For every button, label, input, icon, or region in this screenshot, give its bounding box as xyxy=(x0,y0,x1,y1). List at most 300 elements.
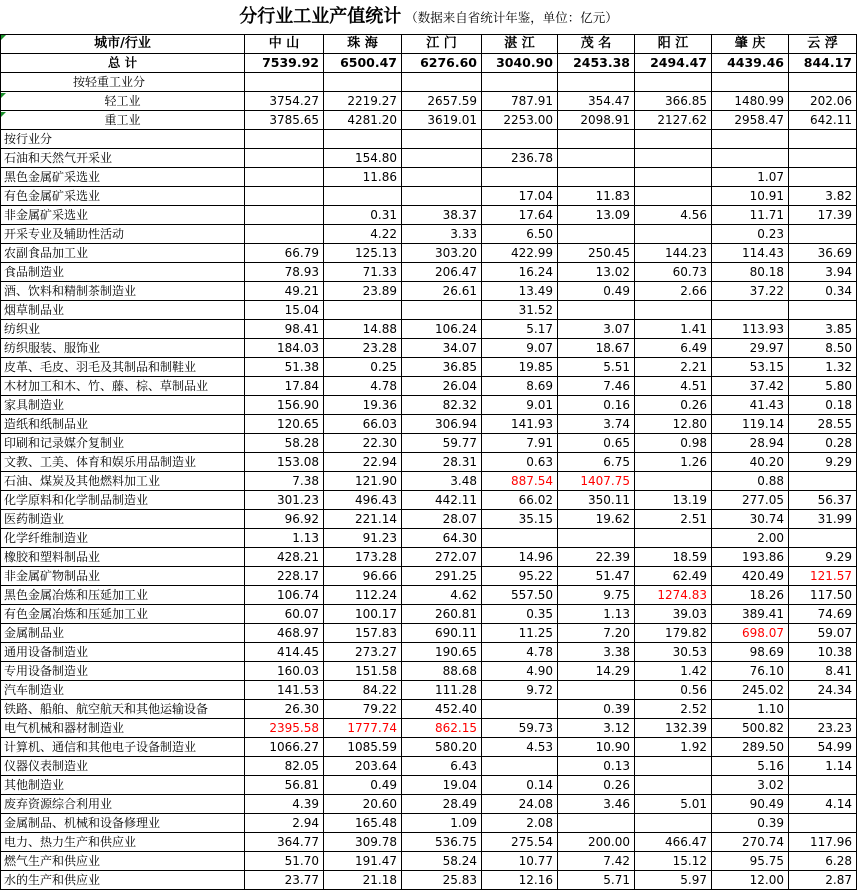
value-cell[interactable]: 3.85 xyxy=(789,320,857,339)
value-cell[interactable]: 66.79 xyxy=(245,244,324,263)
value-cell[interactable]: 0.88 xyxy=(712,472,789,491)
value-cell[interactable]: 6276.60 xyxy=(402,54,482,73)
value-cell[interactable] xyxy=(482,700,558,719)
row-label-cell[interactable]: 其他制造业 xyxy=(1,776,245,795)
value-cell[interactable]: 30.53 xyxy=(635,643,712,662)
value-cell[interactable]: 301.23 xyxy=(245,491,324,510)
value-cell[interactable]: 95.22 xyxy=(482,567,558,586)
value-cell[interactable]: 6.43 xyxy=(402,757,482,776)
value-cell[interactable]: 206.47 xyxy=(402,263,482,282)
value-cell[interactable]: 119.14 xyxy=(712,415,789,434)
value-cell[interactable]: 58.24 xyxy=(402,852,482,871)
value-cell[interactable]: 9.07 xyxy=(482,339,558,358)
value-cell[interactable] xyxy=(558,149,635,168)
value-cell[interactable]: 2.08 xyxy=(482,814,558,833)
value-cell[interactable] xyxy=(402,149,482,168)
value-cell[interactable]: 31.52 xyxy=(482,301,558,320)
value-cell[interactable] xyxy=(635,130,712,149)
header-city-cell[interactable]: 湛 江 xyxy=(482,35,558,54)
value-cell[interactable]: 37.22 xyxy=(712,282,789,301)
value-cell[interactable] xyxy=(635,529,712,548)
value-cell[interactable]: 3.12 xyxy=(558,719,635,738)
value-cell[interactable]: 88.68 xyxy=(402,662,482,681)
value-cell[interactable]: 1.13 xyxy=(245,529,324,548)
value-cell[interactable]: 59.07 xyxy=(789,624,857,643)
value-cell[interactable]: 306.94 xyxy=(402,415,482,434)
value-cell[interactable]: 10.90 xyxy=(558,738,635,757)
value-cell[interactable]: 12.80 xyxy=(635,415,712,434)
row-label-cell[interactable]: 专用设备制造业 xyxy=(1,662,245,681)
value-cell[interactable]: 2.51 xyxy=(635,510,712,529)
value-cell[interactable]: 1066.27 xyxy=(245,738,324,757)
row-label-cell[interactable]: 木材加工和木、竹、藤、棕、草制品业 xyxy=(1,377,245,396)
value-cell[interactable]: 420.49 xyxy=(712,567,789,586)
value-cell[interactable]: 1.14 xyxy=(789,757,857,776)
value-cell[interactable]: 0.49 xyxy=(324,776,402,795)
header-city-cell[interactable]: 中 山 xyxy=(245,35,324,54)
value-cell[interactable]: 0.49 xyxy=(558,282,635,301)
row-label-cell[interactable]: 皮革、毛皮、羽毛及其制品和制鞋业 xyxy=(1,358,245,377)
value-cell[interactable]: 154.80 xyxy=(324,149,402,168)
value-cell[interactable]: 121.90 xyxy=(324,472,402,491)
row-label-cell[interactable]: 按轻重工业分 xyxy=(1,73,245,92)
value-cell[interactable]: 2253.00 xyxy=(482,111,558,130)
value-cell[interactable]: 7.46 xyxy=(558,377,635,396)
value-cell[interactable]: 496.43 xyxy=(324,491,402,510)
value-cell[interactable] xyxy=(482,757,558,776)
value-cell[interactable]: 1.42 xyxy=(635,662,712,681)
value-cell[interactable]: 4.56 xyxy=(635,206,712,225)
value-cell[interactable]: 39.03 xyxy=(635,605,712,624)
value-cell[interactable]: 51.70 xyxy=(245,852,324,871)
row-label-cell[interactable]: 印刷和记录媒介复制业 xyxy=(1,434,245,453)
value-cell[interactable]: 3785.65 xyxy=(245,111,324,130)
value-cell[interactable] xyxy=(712,73,789,92)
value-cell[interactable]: 1.92 xyxy=(635,738,712,757)
value-cell[interactable]: 364.77 xyxy=(245,833,324,852)
value-cell[interactable]: 9.75 xyxy=(558,586,635,605)
value-cell[interactable]: 29.97 xyxy=(712,339,789,358)
value-cell[interactable]: 690.11 xyxy=(402,624,482,643)
value-cell[interactable]: 25.83 xyxy=(402,871,482,890)
value-cell[interactable]: 14.29 xyxy=(558,662,635,681)
row-label-cell[interactable]: 金属制品、机械和设备修理业 xyxy=(1,814,245,833)
value-cell[interactable]: 184.03 xyxy=(245,339,324,358)
value-cell[interactable]: 22.39 xyxy=(558,548,635,567)
value-cell[interactable]: 309.78 xyxy=(324,833,402,852)
value-cell[interactable] xyxy=(482,529,558,548)
value-cell[interactable]: 114.43 xyxy=(712,244,789,263)
value-cell[interactable]: 1085.59 xyxy=(324,738,402,757)
value-cell[interactable]: 34.07 xyxy=(402,339,482,358)
value-cell[interactable] xyxy=(635,814,712,833)
value-cell[interactable]: 260.81 xyxy=(402,605,482,624)
value-cell[interactable]: 466.47 xyxy=(635,833,712,852)
header-city-cell[interactable]: 云 浮 xyxy=(789,35,857,54)
value-cell[interactable]: 5.51 xyxy=(558,358,635,377)
value-cell[interactable]: 18.26 xyxy=(712,586,789,605)
value-cell[interactable]: 28.55 xyxy=(789,415,857,434)
value-cell[interactable] xyxy=(635,472,712,491)
value-cell[interactable]: 51.47 xyxy=(558,567,635,586)
value-cell[interactable]: 7.42 xyxy=(558,852,635,871)
value-cell[interactable] xyxy=(402,73,482,92)
value-cell[interactable]: 151.58 xyxy=(324,662,402,681)
value-cell[interactable]: 53.15 xyxy=(712,358,789,377)
value-cell[interactable]: 17.39 xyxy=(789,206,857,225)
row-label-cell[interactable]: 水的生产和供应业 xyxy=(1,871,245,890)
value-cell[interactable] xyxy=(635,187,712,206)
value-cell[interactable]: 3.48 xyxy=(402,472,482,491)
value-cell[interactable] xyxy=(635,301,712,320)
value-cell[interactable]: 9.29 xyxy=(789,548,857,567)
value-cell[interactable]: 98.41 xyxy=(245,320,324,339)
row-label-cell[interactable]: 按行业分 xyxy=(1,130,245,149)
value-cell[interactable]: 20.60 xyxy=(324,795,402,814)
value-cell[interactable]: 0.25 xyxy=(324,358,402,377)
value-cell[interactable]: 422.99 xyxy=(482,244,558,263)
value-cell[interactable]: 0.39 xyxy=(712,814,789,833)
value-cell[interactable]: 113.93 xyxy=(712,320,789,339)
value-cell[interactable]: 4.39 xyxy=(245,795,324,814)
row-label-cell[interactable]: 汽车制造业 xyxy=(1,681,245,700)
value-cell[interactable]: 3040.90 xyxy=(482,54,558,73)
value-cell[interactable]: 106.74 xyxy=(245,586,324,605)
value-cell[interactable]: 71.33 xyxy=(324,263,402,282)
value-cell[interactable] xyxy=(789,700,857,719)
value-cell[interactable]: 350.11 xyxy=(558,491,635,510)
value-cell[interactable]: 56.37 xyxy=(789,491,857,510)
value-cell[interactable]: 6.50 xyxy=(482,225,558,244)
value-cell[interactable]: 82.32 xyxy=(402,396,482,415)
value-cell[interactable]: 9.01 xyxy=(482,396,558,415)
value-cell[interactable]: 442.11 xyxy=(402,491,482,510)
value-cell[interactable]: 4.78 xyxy=(482,643,558,662)
value-cell[interactable]: 16.24 xyxy=(482,263,558,282)
row-label-cell[interactable]: 化学原料和化学制品制造业 xyxy=(1,491,245,510)
value-cell[interactable]: 60.73 xyxy=(635,263,712,282)
value-cell[interactable]: 0.63 xyxy=(482,453,558,472)
value-cell[interactable]: 17.64 xyxy=(482,206,558,225)
row-label-cell[interactable]: 重工业 xyxy=(1,111,245,130)
value-cell[interactable]: 202.06 xyxy=(789,92,857,111)
value-cell[interactable]: 0.13 xyxy=(558,757,635,776)
value-cell[interactable]: 30.74 xyxy=(712,510,789,529)
value-cell[interactable]: 221.14 xyxy=(324,510,402,529)
row-label-cell[interactable]: 电力、热力生产和供应业 xyxy=(1,833,245,852)
value-cell[interactable]: 19.62 xyxy=(558,510,635,529)
value-cell[interactable]: 3.02 xyxy=(712,776,789,795)
value-cell[interactable]: 141.53 xyxy=(245,681,324,700)
value-cell[interactable]: 13.19 xyxy=(635,491,712,510)
value-cell[interactable]: 23.28 xyxy=(324,339,402,358)
value-cell[interactable]: 0.23 xyxy=(712,225,789,244)
value-cell[interactable] xyxy=(402,168,482,187)
value-cell[interactable]: 389.41 xyxy=(712,605,789,624)
value-cell[interactable]: 66.03 xyxy=(324,415,402,434)
value-cell[interactable]: 191.47 xyxy=(324,852,402,871)
value-cell[interactable]: 193.86 xyxy=(712,548,789,567)
value-cell[interactable]: 580.20 xyxy=(402,738,482,757)
value-cell[interactable]: 10.91 xyxy=(712,187,789,206)
row-label-cell[interactable]: 化学纤维制造业 xyxy=(1,529,245,548)
value-cell[interactable] xyxy=(789,73,857,92)
value-cell[interactable] xyxy=(789,529,857,548)
value-cell[interactable]: 2395.58 xyxy=(245,719,324,738)
value-cell[interactable]: 0.14 xyxy=(482,776,558,795)
value-cell[interactable] xyxy=(245,73,324,92)
value-cell[interactable]: 21.18 xyxy=(324,871,402,890)
value-cell[interactable] xyxy=(245,225,324,244)
value-cell[interactable]: 0.26 xyxy=(635,396,712,415)
value-cell[interactable]: 2494.47 xyxy=(635,54,712,73)
value-cell[interactable] xyxy=(558,814,635,833)
value-cell[interactable]: 272.07 xyxy=(402,548,482,567)
value-cell[interactable]: 15.04 xyxy=(245,301,324,320)
value-cell[interactable]: 4.53 xyxy=(482,738,558,757)
value-cell[interactable]: 1.13 xyxy=(558,605,635,624)
value-cell[interactable] xyxy=(635,776,712,795)
value-cell[interactable]: 1.10 xyxy=(712,700,789,719)
value-cell[interactable]: 0.56 xyxy=(635,681,712,700)
value-cell[interactable] xyxy=(324,130,402,149)
value-cell[interactable] xyxy=(324,73,402,92)
value-cell[interactable]: 7.91 xyxy=(482,434,558,453)
value-cell[interactable]: 49.21 xyxy=(245,282,324,301)
value-cell[interactable]: 4281.20 xyxy=(324,111,402,130)
value-cell[interactable]: 2.87 xyxy=(789,871,857,890)
value-cell[interactable]: 80.18 xyxy=(712,263,789,282)
value-cell[interactable]: 1274.83 xyxy=(635,586,712,605)
value-cell[interactable]: 23.89 xyxy=(324,282,402,301)
value-cell[interactable]: 11.83 xyxy=(558,187,635,206)
value-cell[interactable] xyxy=(245,149,324,168)
value-cell[interactable]: 8.50 xyxy=(789,339,857,358)
value-cell[interactable]: 10.77 xyxy=(482,852,558,871)
value-cell[interactable]: 6.75 xyxy=(558,453,635,472)
value-cell[interactable] xyxy=(245,187,324,206)
value-cell[interactable]: 24.08 xyxy=(482,795,558,814)
value-cell[interactable]: 22.30 xyxy=(324,434,402,453)
value-cell[interactable]: 303.20 xyxy=(402,244,482,263)
value-cell[interactable]: 111.28 xyxy=(402,681,482,700)
row-label-cell[interactable]: 纺织业 xyxy=(1,320,245,339)
value-cell[interactable]: 3.94 xyxy=(789,263,857,282)
row-label-cell[interactable]: 家具制造业 xyxy=(1,396,245,415)
value-cell[interactable]: 165.48 xyxy=(324,814,402,833)
value-cell[interactable]: 7.38 xyxy=(245,472,324,491)
value-cell[interactable]: 1777.74 xyxy=(324,719,402,738)
value-cell[interactable] xyxy=(402,301,482,320)
row-label-cell[interactable]: 黑色金属矿采选业 xyxy=(1,168,245,187)
value-cell[interactable]: 887.54 xyxy=(482,472,558,491)
value-cell[interactable] xyxy=(635,757,712,776)
value-cell[interactable]: 51.38 xyxy=(245,358,324,377)
value-cell[interactable]: 228.17 xyxy=(245,567,324,586)
value-cell[interactable] xyxy=(558,681,635,700)
value-cell[interactable]: 200.00 xyxy=(558,833,635,852)
value-cell[interactable]: 117.96 xyxy=(789,833,857,852)
value-cell[interactable] xyxy=(245,206,324,225)
value-cell[interactable]: 0.65 xyxy=(558,434,635,453)
value-cell[interactable]: 4.90 xyxy=(482,662,558,681)
value-cell[interactable]: 275.54 xyxy=(482,833,558,852)
value-cell[interactable]: 5.71 xyxy=(558,871,635,890)
value-cell[interactable]: 82.05 xyxy=(245,757,324,776)
value-cell[interactable] xyxy=(635,149,712,168)
value-cell[interactable]: 0.35 xyxy=(482,605,558,624)
row-label-cell[interactable]: 农副食品加工业 xyxy=(1,244,245,263)
value-cell[interactable] xyxy=(402,130,482,149)
value-cell[interactable] xyxy=(635,225,712,244)
value-cell[interactable]: 428.21 xyxy=(245,548,324,567)
value-cell[interactable]: 125.13 xyxy=(324,244,402,263)
value-cell[interactable] xyxy=(558,168,635,187)
value-cell[interactable] xyxy=(402,187,482,206)
value-cell[interactable]: 56.81 xyxy=(245,776,324,795)
value-cell[interactable]: 0.39 xyxy=(558,700,635,719)
value-cell[interactable]: 3.74 xyxy=(558,415,635,434)
value-cell[interactable]: 0.98 xyxy=(635,434,712,453)
value-cell[interactable]: 40.20 xyxy=(712,453,789,472)
value-cell[interactable]: 5.80 xyxy=(789,377,857,396)
value-cell[interactable]: 17.04 xyxy=(482,187,558,206)
value-cell[interactable]: 7539.92 xyxy=(245,54,324,73)
value-cell[interactable] xyxy=(635,73,712,92)
row-label-cell[interactable]: 医药制造业 xyxy=(1,510,245,529)
value-cell[interactable]: 9.72 xyxy=(482,681,558,700)
value-cell[interactable]: 98.69 xyxy=(712,643,789,662)
value-cell[interactable]: 500.82 xyxy=(712,719,789,738)
value-cell[interactable]: 24.34 xyxy=(789,681,857,700)
value-cell[interactable]: 5.01 xyxy=(635,795,712,814)
value-cell[interactable]: 1407.75 xyxy=(558,472,635,491)
value-cell[interactable] xyxy=(712,301,789,320)
value-cell[interactable]: 156.90 xyxy=(245,396,324,415)
value-cell[interactable]: 6500.47 xyxy=(324,54,402,73)
value-cell[interactable]: 8.69 xyxy=(482,377,558,396)
value-cell[interactable]: 36.85 xyxy=(402,358,482,377)
value-cell[interactable]: 557.50 xyxy=(482,586,558,605)
value-cell[interactable]: 2.00 xyxy=(712,529,789,548)
value-cell[interactable]: 3.33 xyxy=(402,225,482,244)
value-cell[interactable]: 4.14 xyxy=(789,795,857,814)
row-label-cell[interactable]: 轻工业 xyxy=(1,92,245,111)
value-cell[interactable]: 414.45 xyxy=(245,643,324,662)
value-cell[interactable]: 250.45 xyxy=(558,244,635,263)
value-cell[interactable]: 15.12 xyxy=(635,852,712,871)
row-label-cell[interactable]: 总 计 xyxy=(1,54,245,73)
value-cell[interactable]: 13.02 xyxy=(558,263,635,282)
value-cell[interactable]: 236.78 xyxy=(482,149,558,168)
value-cell[interactable]: 2453.38 xyxy=(558,54,635,73)
row-label-cell[interactable]: 文教、工美、体育和娱乐用品制造业 xyxy=(1,453,245,472)
value-cell[interactable]: 28.31 xyxy=(402,453,482,472)
value-cell[interactable]: 3.82 xyxy=(789,187,857,206)
value-cell[interactable]: 28.49 xyxy=(402,795,482,814)
value-cell[interactable]: 28.07 xyxy=(402,510,482,529)
value-cell[interactable]: 862.15 xyxy=(402,719,482,738)
row-label-cell[interactable]: 计算机、通信和其他电子设备制造业 xyxy=(1,738,245,757)
value-cell[interactable]: 157.83 xyxy=(324,624,402,643)
value-cell[interactable]: 100.17 xyxy=(324,605,402,624)
value-cell[interactable] xyxy=(482,168,558,187)
value-cell[interactable]: 96.92 xyxy=(245,510,324,529)
value-cell[interactable]: 64.30 xyxy=(402,529,482,548)
value-cell[interactable] xyxy=(789,130,857,149)
value-cell[interactable]: 452.40 xyxy=(402,700,482,719)
value-cell[interactable]: 4.78 xyxy=(324,377,402,396)
value-cell[interactable]: 76.10 xyxy=(712,662,789,681)
value-cell[interactable]: 36.69 xyxy=(789,244,857,263)
value-cell[interactable]: 160.03 xyxy=(245,662,324,681)
row-label-cell[interactable]: 开采专业及辅助性活动 xyxy=(1,225,245,244)
value-cell[interactable]: 37.42 xyxy=(712,377,789,396)
value-cell[interactable]: 1.41 xyxy=(635,320,712,339)
value-cell[interactable]: 4.22 xyxy=(324,225,402,244)
value-cell[interactable]: 2.52 xyxy=(635,700,712,719)
value-cell[interactable]: 698.07 xyxy=(712,624,789,643)
value-cell[interactable]: 12.00 xyxy=(712,871,789,890)
value-cell[interactable]: 270.74 xyxy=(712,833,789,852)
row-label-cell[interactable]: 黑色金属冶炼和压延加工业 xyxy=(1,586,245,605)
value-cell[interactable] xyxy=(789,225,857,244)
value-cell[interactable]: 787.91 xyxy=(482,92,558,111)
value-cell[interactable]: 91.23 xyxy=(324,529,402,548)
value-cell[interactable]: 2.66 xyxy=(635,282,712,301)
value-cell[interactable]: 10.38 xyxy=(789,643,857,662)
value-cell[interactable]: 13.09 xyxy=(558,206,635,225)
value-cell[interactable]: 144.23 xyxy=(635,244,712,263)
value-cell[interactable] xyxy=(789,168,857,187)
value-cell[interactable] xyxy=(789,776,857,795)
value-cell[interactable]: 35.15 xyxy=(482,510,558,529)
row-label-cell[interactable]: 燃气生产和供应业 xyxy=(1,852,245,871)
value-cell[interactable]: 0.31 xyxy=(324,206,402,225)
header-city-cell[interactable]: 江 门 xyxy=(402,35,482,54)
value-cell[interactable]: 66.02 xyxy=(482,491,558,510)
value-cell[interactable]: 18.59 xyxy=(635,548,712,567)
value-cell[interactable]: 19.85 xyxy=(482,358,558,377)
value-cell[interactable]: 289.50 xyxy=(712,738,789,757)
value-cell[interactable]: 0.18 xyxy=(789,396,857,415)
value-cell[interactable]: 26.61 xyxy=(402,282,482,301)
value-cell[interactable]: 3.07 xyxy=(558,320,635,339)
value-cell[interactable] xyxy=(558,301,635,320)
value-cell[interactable]: 5.17 xyxy=(482,320,558,339)
value-cell[interactable]: 79.22 xyxy=(324,700,402,719)
value-cell[interactable]: 291.25 xyxy=(402,567,482,586)
value-cell[interactable]: 245.02 xyxy=(712,681,789,700)
value-cell[interactable]: 132.39 xyxy=(635,719,712,738)
row-label-cell[interactable]: 铁路、船舶、航空航天和其他运输设备 xyxy=(1,700,245,719)
value-cell[interactable] xyxy=(245,168,324,187)
value-cell[interactable]: 26.04 xyxy=(402,377,482,396)
value-cell[interactable]: 9.29 xyxy=(789,453,857,472)
value-cell[interactable]: 4439.46 xyxy=(712,54,789,73)
value-cell[interactable]: 84.22 xyxy=(324,681,402,700)
value-cell[interactable]: 203.64 xyxy=(324,757,402,776)
row-label-cell[interactable]: 废弃资源综合利用业 xyxy=(1,795,245,814)
value-cell[interactable]: 3754.27 xyxy=(245,92,324,111)
value-cell[interactable]: 96.66 xyxy=(324,567,402,586)
value-cell[interactable]: 0.28 xyxy=(789,434,857,453)
value-cell[interactable] xyxy=(558,529,635,548)
value-cell[interactable]: 2.21 xyxy=(635,358,712,377)
value-cell[interactable] xyxy=(635,168,712,187)
value-cell[interactable]: 6.49 xyxy=(635,339,712,358)
value-cell[interactable]: 2127.62 xyxy=(635,111,712,130)
